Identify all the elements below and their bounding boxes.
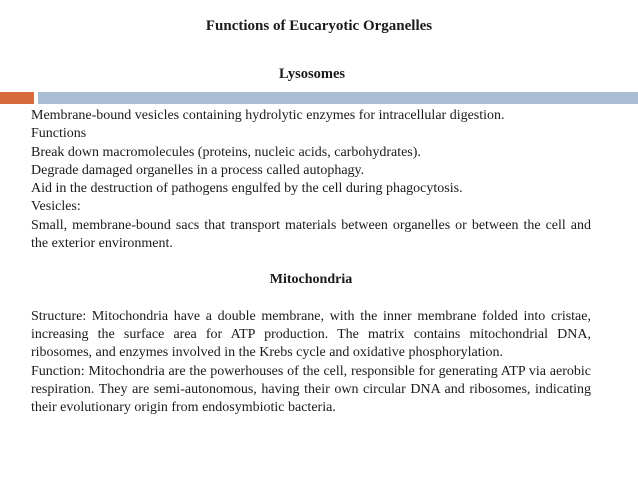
mitochondria-heading: Mitochondria [269, 272, 353, 288]
lysosomes-heading: Lysosomes [278, 66, 346, 82]
mitochondria-structure: Structure: Mitochondria have a double membrane, with the inner membrane folded into cristae, increasing the surface area for ATP production. The matrix contains mitochondrial DNA, ribosomes, and enzymes involved in the Krebs cycle and oxidative phosphorylation. [31, 308, 591, 361]
page-title: Functions of Eucaryotic Organelles [205, 18, 433, 34]
vesicles-label: Vesicles: [31, 199, 81, 215]
accent-bar-blue [38, 92, 638, 104]
lysosomes-intro: Membrane-bound vesicles containing hydrolytic enzymes for intracellular digestion. [31, 108, 505, 123]
accent-bar-orange [0, 92, 34, 104]
slide-body [31, 107, 591, 417]
functions-label: Functions [31, 126, 87, 142]
accent-bar [0, 92, 638, 104]
lysosome-function-1: Break down macromolecules (proteins, nucleic acids, carbohydrates). [31, 144, 421, 160]
vesicles-text: Small, membrane-bound sacs that transport materials between organelles or between the cell and the exterior environment. [31, 217, 591, 252]
mitochondria-function: Function: Mitochondria are the powerhouses of the cell, responsible for generating ATP via aerobic respiration. They are semi-autonomous, having their own circular DNA and ribosomes, indicating their evolutionary origin from endosymbiotic bacteria. [31, 363, 591, 416]
lysosome-function-2: Degrade damaged organelles in a process called autophagy. [31, 162, 365, 178]
lysosome-function-3: Aid in the destruction of pathogens engulfed by the cell during phagocytosis. [31, 181, 463, 197]
